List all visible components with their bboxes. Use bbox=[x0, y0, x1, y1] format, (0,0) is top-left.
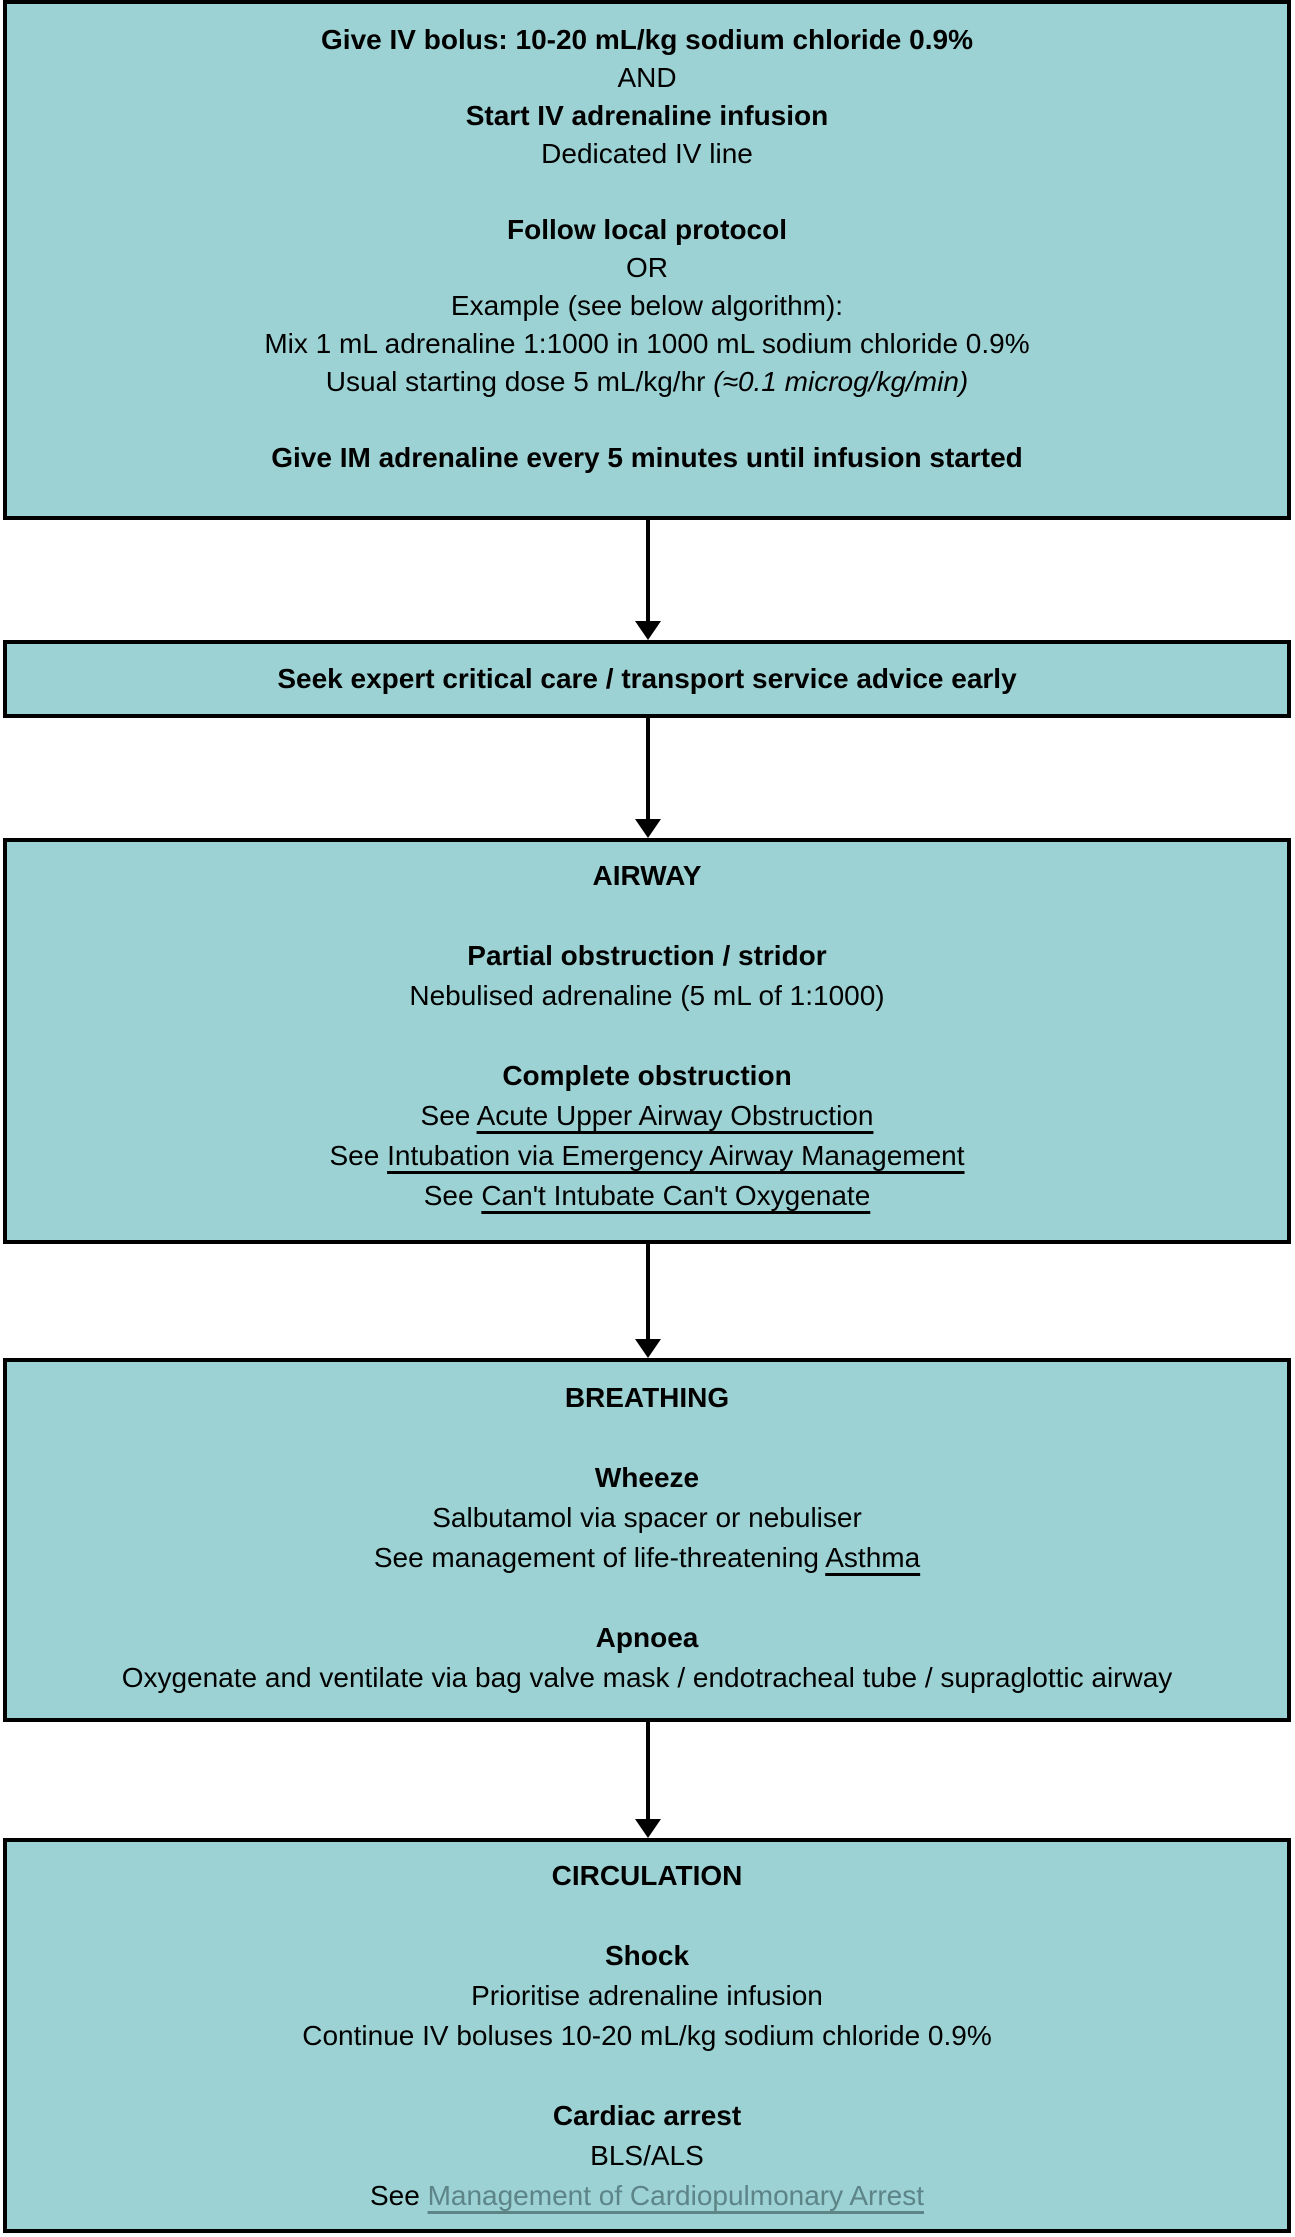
starting-dose-text: Usual starting dose 5 mL/kg/hr bbox=[325, 366, 714, 397]
partial-obstruction-heading: Partial obstruction / stridor bbox=[467, 940, 827, 971]
blank-line bbox=[7, 2056, 1287, 2096]
see-intubation-line bbox=[7, 1136, 1287, 1176]
circulation-title: CIRCULATION bbox=[551, 1860, 743, 1891]
dedicated-iv-line: Dedicated IV line bbox=[541, 138, 753, 169]
see-text: See management of life-threatening bbox=[373, 1542, 826, 1573]
bls-als-line: BLS/ALS bbox=[590, 2140, 704, 2171]
see-text: See bbox=[369, 2180, 428, 2211]
shock-heading: Shock bbox=[604, 1940, 690, 1971]
flow-arrow-3 bbox=[0, 1241, 1295, 1358]
flow-arrow-2 bbox=[0, 718, 1295, 838]
arrow-down-icon bbox=[635, 1339, 661, 1358]
see-cant-intubate-line bbox=[7, 1176, 1287, 1216]
apnoea-heading: Apnoea bbox=[595, 1622, 699, 1653]
im-adrenaline-line: Give IM adrenaline every 5 minutes until infusion started bbox=[271, 442, 1023, 473]
seek-advice-line: Seek expert critical care / transport service advice early bbox=[277, 663, 1017, 694]
arrow-shaft bbox=[646, 718, 650, 823]
iv-bolus-line: Give IV bolus: 10-20 mL/kg sodium chloride 0.9% bbox=[321, 24, 973, 55]
see-text: See bbox=[420, 1100, 477, 1131]
starting-dose-italic: (≈0.1 microg/kg/min) bbox=[713, 366, 969, 397]
box-iv-adrenaline-treatment bbox=[3, 0, 1291, 520]
box-airway bbox=[3, 838, 1291, 1244]
cant-intubate-cant-oxygenate-link[interactable]: Can't Intubate Can't Oxygenate bbox=[481, 1180, 871, 1211]
arrow-shaft bbox=[646, 1722, 650, 1823]
acute-upper-airway-obstruction-link[interactable]: Acute Upper Airway Obstruction bbox=[476, 1100, 874, 1131]
blank-line bbox=[7, 1418, 1287, 1458]
asthma-link[interactable]: Asthma bbox=[825, 1542, 921, 1573]
breathing-title: BREATHING bbox=[564, 1382, 730, 1413]
and-line: AND bbox=[617, 62, 677, 93]
intubation-emergency-airway-link[interactable]: Intubation via Emergency Airway Management bbox=[387, 1140, 965, 1171]
arrow-down-icon bbox=[635, 1819, 661, 1838]
flow-arrow-1 bbox=[0, 520, 1295, 640]
wheeze-heading: Wheeze bbox=[594, 1462, 700, 1493]
prioritise-infusion-line: Prioritise adrenaline infusion bbox=[471, 1980, 823, 2011]
mix-adrenaline-line: Mix 1 mL adrenaline 1:1000 in 1000 mL sodium chloride 0.9% bbox=[264, 328, 1030, 359]
arrow-shaft bbox=[646, 1241, 650, 1343]
follow-protocol-line: Follow local protocol bbox=[507, 214, 787, 245]
airway-title: AIRWAY bbox=[592, 860, 702, 891]
blank-line bbox=[7, 1578, 1287, 1618]
cardiopulmonary-arrest-link[interactable]: Management of Cardiopulmonary Arrest bbox=[427, 2180, 925, 2211]
oxygenate-ventilate-line: Oxygenate and ventilate via bag valve mask / endotracheal tube / supraglottic airway bbox=[121, 1662, 1173, 1693]
start-infusion-line: Start IV adrenaline infusion bbox=[465, 100, 829, 131]
box-seek-expert-advice bbox=[3, 640, 1291, 718]
continue-boluses-line: Continue IV boluses 10-20 mL/kg sodium chloride 0.9% bbox=[302, 2020, 992, 2051]
or-line: OR bbox=[626, 252, 668, 283]
see-asthma-line bbox=[7, 1538, 1287, 1578]
see-acute-upper-airway-line bbox=[7, 1096, 1287, 1136]
complete-obstruction-heading: Complete obstruction bbox=[502, 1060, 792, 1091]
arrow-down-icon bbox=[635, 621, 661, 640]
see-text: See bbox=[423, 1180, 482, 1211]
box-breathing bbox=[3, 1358, 1291, 1722]
example-line: Example (see below algorithm): bbox=[450, 290, 844, 321]
arrow-shaft bbox=[646, 520, 650, 625]
nebulised-adrenaline-line: Nebulised adrenaline (5 mL of 1:1000) bbox=[409, 980, 885, 1011]
arrow-down-icon bbox=[635, 819, 661, 838]
cardiac-arrest-heading: Cardiac arrest bbox=[552, 2100, 742, 2131]
box-circulation bbox=[3, 1838, 1291, 2233]
blank-line bbox=[7, 1896, 1287, 1936]
flow-arrow-4 bbox=[0, 1722, 1295, 1838]
blank-line bbox=[7, 401, 1287, 439]
see-cardiopulmonary-arrest-line bbox=[7, 2176, 1287, 2216]
starting-dose-line bbox=[7, 363, 1287, 401]
blank-line bbox=[7, 173, 1287, 211]
blank-line bbox=[7, 1016, 1287, 1056]
blank-line bbox=[7, 896, 1287, 936]
see-text: See bbox=[329, 1140, 388, 1171]
salbutamol-line: Salbutamol via spacer or nebuliser bbox=[432, 1502, 862, 1533]
